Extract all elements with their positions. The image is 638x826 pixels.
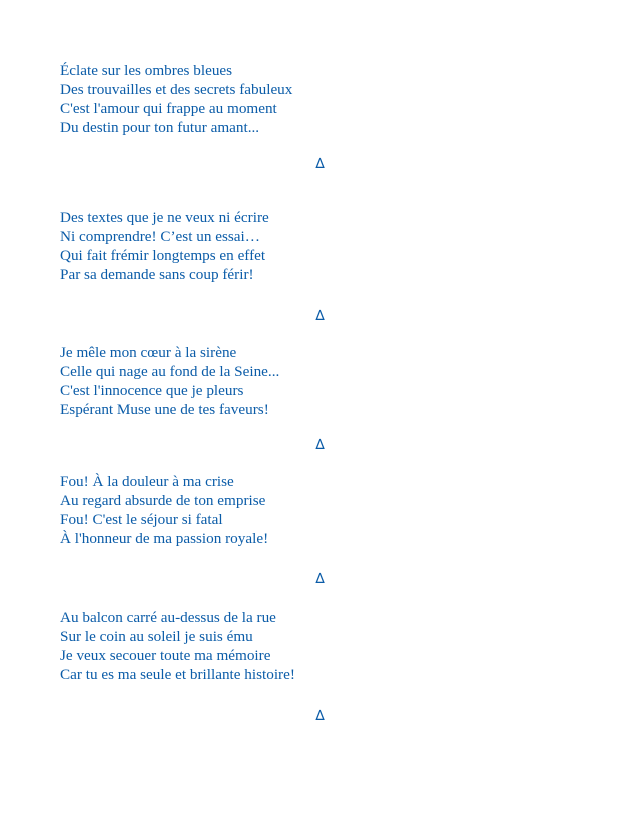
stanza-separator: ∆ (315, 156, 325, 172)
stanza-3 (60, 343, 380, 419)
stanza-separator: ∆ (315, 571, 325, 587)
stanza-separator: ∆ (315, 308, 325, 324)
verse-line: Qui fait frémir longtemps en effet (60, 247, 266, 264)
verse-line: C'est l'amour qui frappe au moment (60, 100, 277, 117)
stanza-5 (60, 608, 380, 684)
verse-line: Des trouvailles et des secrets fabuleux (60, 81, 293, 98)
verse-line: Espérant Muse une de tes faveurs! (60, 401, 269, 418)
verse-line: À l'honneur de ma passion royale! (60, 530, 269, 547)
stanza-separator: ∆ (315, 437, 325, 453)
verse-line: Celle qui nage au fond de la Seine... (60, 363, 280, 380)
verse-line: Par sa demande sans coup férir! (60, 266, 254, 283)
verse-line: Au regard absurde de ton emprise (60, 492, 266, 509)
verse-line: Car tu es ma seule et brillante histoire! (60, 666, 295, 683)
stanza-4 (60, 472, 380, 548)
verse-line: Je mêle mon cœur à la sirène (60, 344, 237, 361)
verse-line: Du destin pour ton futur amant... (60, 119, 260, 136)
verse-line: Éclate sur les ombres bleues (60, 62, 233, 79)
verse-line: C'est l'innocence que je pleurs (60, 382, 244, 399)
stanza-1 (60, 61, 380, 137)
verse-line: Fou! C'est le séjour si fatal (60, 511, 223, 528)
verse-line: Je veux secouer toute ma mémoire (60, 647, 271, 664)
verse-line: Des textes que je ne veux ni écrire (60, 209, 269, 226)
verse-line: Fou! À la douleur à ma crise (60, 473, 234, 490)
verse-line: Au balcon carré au-dessus de la rue (60, 609, 276, 626)
verse-line: Sur le coin au soleil je suis ému (60, 628, 253, 645)
stanza-2 (60, 208, 380, 284)
stanza-separator: ∆ (315, 708, 325, 724)
verse-line: Ni comprendre! C’est un essai… (60, 228, 260, 245)
